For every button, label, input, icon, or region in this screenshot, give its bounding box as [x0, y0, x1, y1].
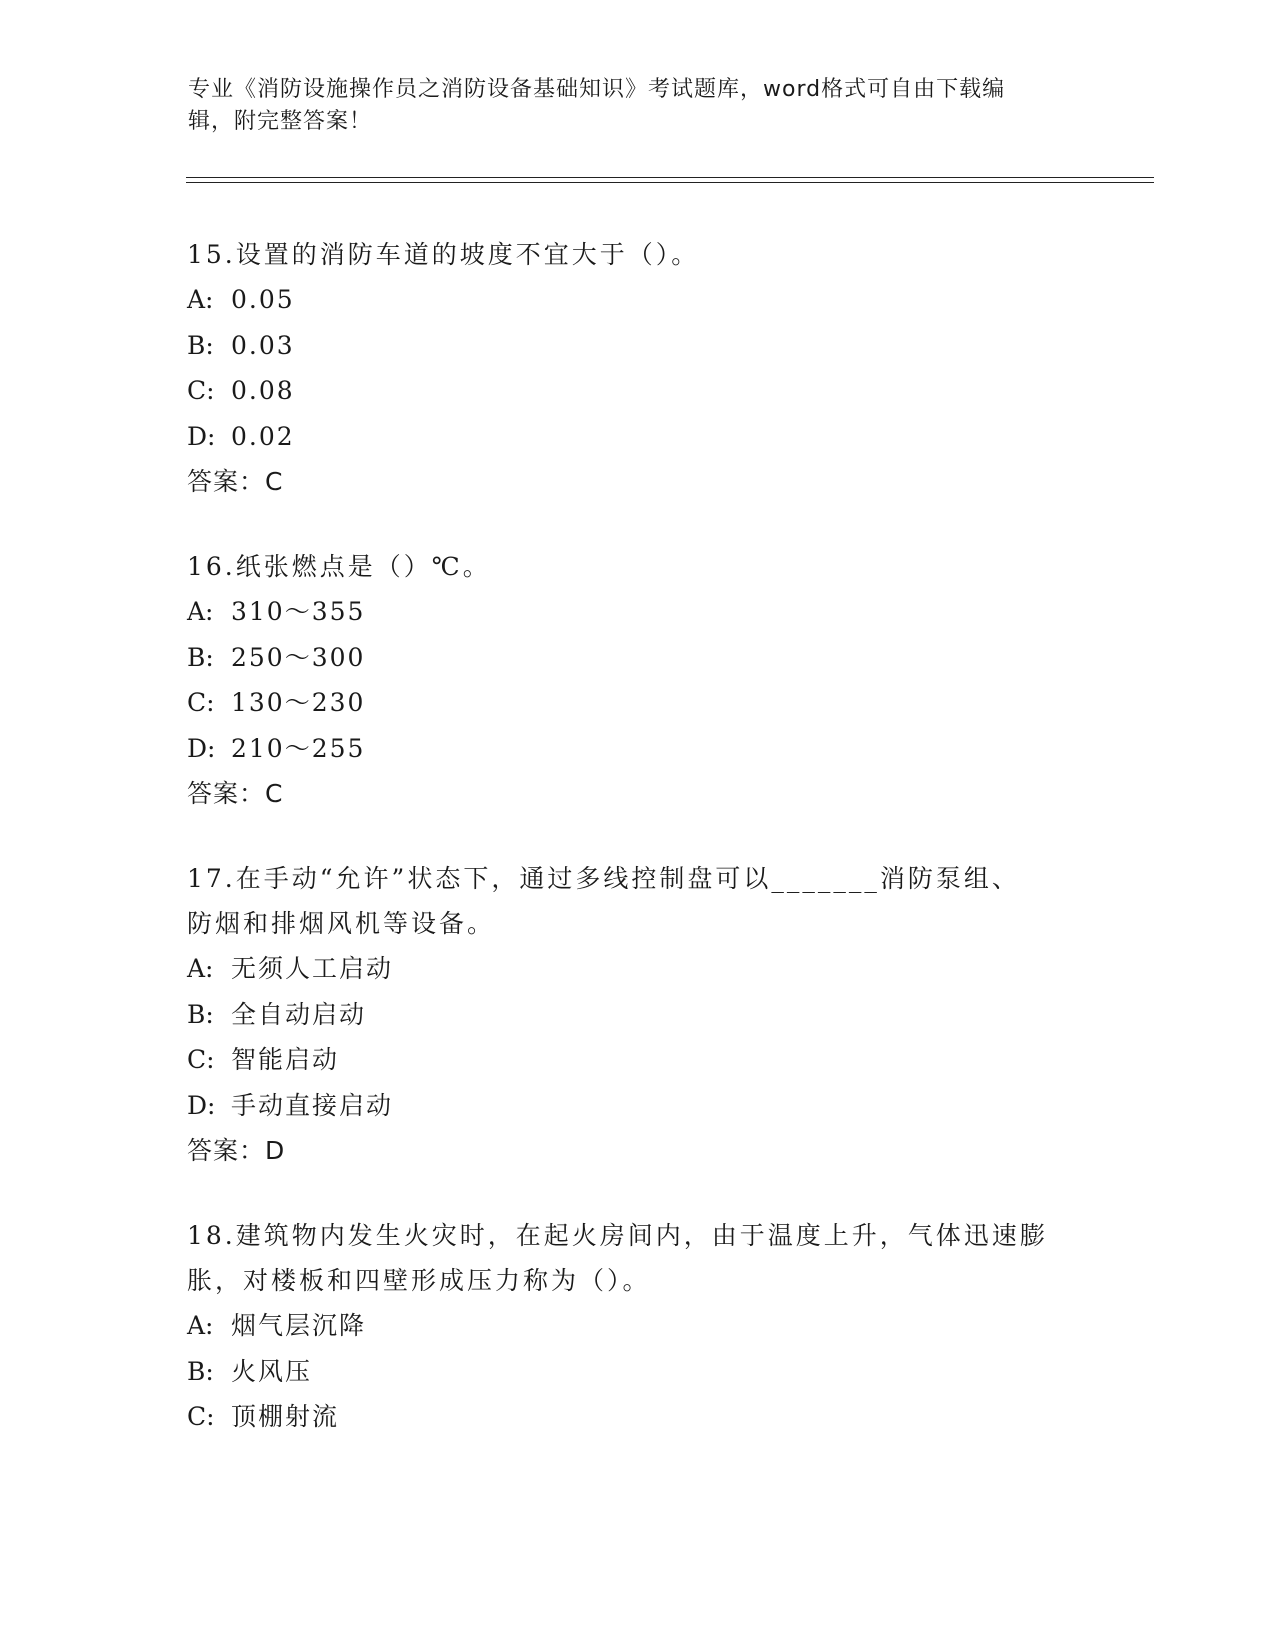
document-header	[188, 74, 1088, 138]
option-d	[187, 1083, 1087, 1129]
question-17	[187, 856, 1087, 1173]
option-letter: C:	[187, 688, 215, 717]
option-letter: D:	[187, 421, 216, 451]
option-text: 210～255	[231, 733, 366, 763]
option-c	[187, 368, 1087, 414]
option-letter: B:	[187, 330, 214, 360]
question-15	[187, 232, 1087, 504]
option-a	[187, 589, 1087, 635]
question-stem-continued: 防烟和排烟风机等设备。	[187, 909, 496, 938]
option-letter: B:	[187, 642, 214, 672]
option-text: 0.05	[231, 285, 295, 314]
option-letter: D:	[187, 1090, 216, 1120]
option-text: 310～355	[231, 597, 366, 626]
option-a	[187, 277, 1087, 323]
option-c	[187, 1037, 1087, 1083]
question-stem: 15.设置的消防车道的坡度不宜大于（）。	[187, 240, 700, 269]
option-letter: B:	[187, 1356, 214, 1386]
option-text: 0.02	[231, 421, 295, 451]
question-18	[187, 1213, 1087, 1440]
option-text: 烟气层沉降	[231, 1311, 367, 1340]
option-text: 0.08	[231, 376, 295, 405]
option-text: 无须人工启动	[231, 954, 394, 983]
option-b	[187, 323, 1087, 369]
answer-line: 答案：C	[187, 467, 284, 496]
option-a	[187, 946, 1087, 992]
option-d	[187, 414, 1087, 460]
question-stem: 18.建筑物内发生火灾时，在起火房间内，由于温度上升，气体迅速膨	[187, 1221, 1048, 1250]
option-letter: A:	[187, 1311, 214, 1340]
option-letter: C:	[187, 1402, 215, 1431]
option-d	[187, 726, 1087, 772]
answer-line: 答案：C	[187, 779, 284, 808]
option-text: 顶棚射流	[231, 1402, 340, 1431]
question-stem-continued: 胀，对楼板和四壁形成压力称为（）。	[187, 1266, 651, 1295]
option-letter: C:	[187, 376, 215, 405]
option-text: 手动直接启动	[231, 1090, 394, 1120]
question-list	[187, 232, 1087, 1480]
option-b	[187, 635, 1087, 681]
option-letter: B:	[187, 999, 214, 1029]
question-stem: 17.在手动“允许”状态下，通过多线控制盘可以_______消防泵组、	[187, 864, 1020, 893]
header-divider-bottom	[186, 182, 1154, 183]
option-b	[187, 992, 1087, 1038]
option-c	[187, 680, 1087, 726]
option-letter: A:	[187, 954, 214, 983]
option-letter: D:	[187, 733, 216, 763]
header-divider-top	[186, 177, 1154, 178]
option-b	[187, 1349, 1087, 1395]
answer-line: 答案：D	[187, 1136, 286, 1165]
option-text: 250～300	[231, 642, 366, 672]
header-line-1: 专业《消防设施操作员之消防设备基础知识》考试题库，word格式可自由下载编	[188, 77, 1006, 102]
option-letter: A:	[187, 597, 214, 626]
option-letter: A:	[187, 285, 214, 314]
option-text: 0.03	[231, 330, 295, 360]
option-a	[187, 1303, 1087, 1349]
option-text: 130～230	[231, 688, 366, 717]
option-letter: C:	[187, 1045, 215, 1074]
question-16	[187, 544, 1087, 816]
question-stem: 16.纸张燃点是（）℃。	[187, 552, 491, 581]
option-c	[187, 1394, 1087, 1440]
option-text: 智能启动	[231, 1045, 340, 1074]
option-text: 全自动启动	[231, 999, 367, 1029]
option-text: 火风压	[231, 1356, 313, 1386]
header-line-2: 辑，附完整答案！	[188, 109, 373, 134]
